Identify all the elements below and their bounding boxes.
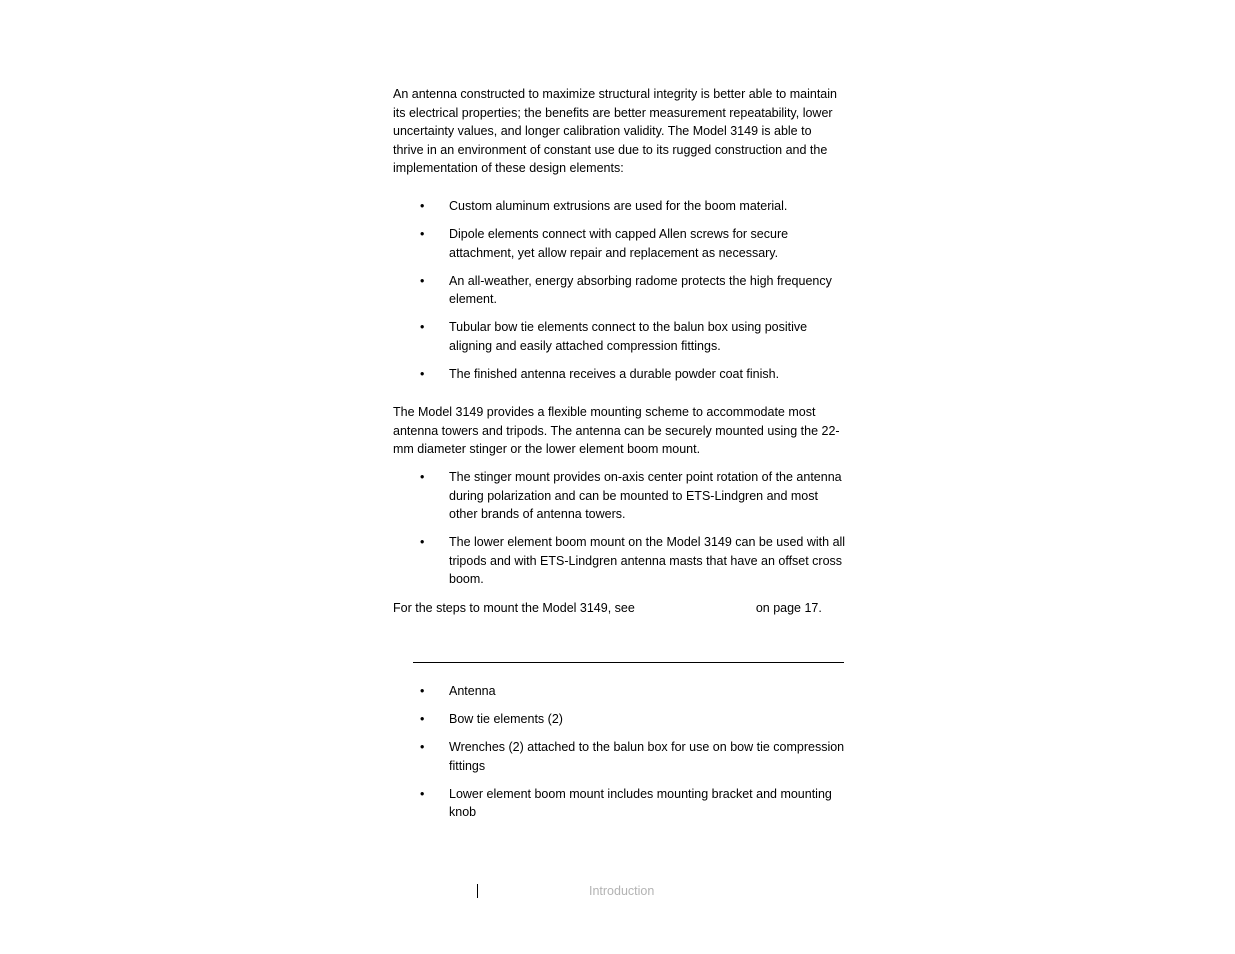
bullet-icon: • [420, 366, 425, 381]
list-item [393, 738, 848, 775]
list-item-text: Tubular bow tie elements connect to the balun box using positive aligning and easily attached compression fittings. [449, 320, 808, 353]
bullet-icon: • [420, 535, 425, 550]
mounting-options-list [393, 468, 848, 589]
bullet-icon: • [420, 320, 425, 335]
mount-steps-reference [393, 599, 843, 618]
mount-steps-before: For the steps to mount the Model 3149, see [393, 601, 635, 615]
list-item-text: The lower element boom mount on the Model 3149 can be used with all tripods and with ETS-Lindgren antenna masts that have an offset cross boom. [449, 535, 846, 587]
bullet-icon: • [420, 199, 425, 213]
list-item [393, 785, 848, 822]
mounting-paragraph: The Model 3149 provides a flexible mounting scheme to accommodate most antenna towers and tripods. The antenna can be securely mounted using the 22-mm diameter stinger or the lower element boom mount. [393, 405, 840, 457]
list-item-text: Antenna [449, 684, 496, 698]
bullet-icon: • [420, 273, 425, 288]
footer-section-title: Introduction [589, 884, 655, 898]
list-item [393, 682, 848, 701]
list-item [393, 365, 848, 384]
list-item [393, 468, 848, 524]
list-item [393, 272, 848, 309]
bullet-icon: • [420, 711, 425, 726]
footer-separator [477, 884, 478, 898]
included-items-list [393, 682, 848, 822]
list-item-text: The finished antenna receives a durable powder coat finish. [449, 366, 780, 381]
list-item [393, 710, 848, 729]
bullet-icon: • [420, 739, 425, 754]
list-item-text: Lower element boom mount includes mounting bracket and mounting knob [449, 786, 832, 820]
mount-steps-after: on page 17. [755, 601, 822, 615]
list-item-text: Bow tie elements (2) [449, 711, 563, 726]
bullet-icon: • [420, 684, 425, 698]
list-item [393, 533, 848, 589]
list-item-text: Dipole elements connect with capped Allen screws for secure attachment, yet allow repair and replacement as necessary. [449, 226, 789, 260]
list-item-text: The stinger mount provides on-axis center point rotation of the antenna during polarization and can be mounted to ETS-Lindgren and most other brands of antenna towers. [449, 470, 842, 522]
intro-paragraph: An antenna constructed to maximize structural integrity is better able to maintain its electrical properties; the benefits are better measurement repeatability, lower uncertainty values, and longer calibration validity. The Model 3149 is able to thrive in an environment of constant use due to its rugged construction and the implementation of these design elements: [393, 87, 837, 176]
bullet-icon: • [420, 786, 425, 801]
list-item-text: Custom aluminum extrusions are used for the boom material. [449, 199, 788, 213]
list-item-text: An all-weather, energy absorbing radome protects the high frequency element. [449, 273, 832, 307]
section-divider [413, 662, 844, 663]
list-item [393, 225, 848, 262]
bullet-icon: • [420, 470, 425, 484]
bullet-icon: • [420, 226, 425, 241]
design-elements-list [393, 197, 848, 383]
list-item [393, 197, 848, 216]
list-item [393, 318, 848, 355]
list-item-text: Wrenches (2) attached to the balun box for use on bow tie compression fittings [449, 739, 845, 773]
